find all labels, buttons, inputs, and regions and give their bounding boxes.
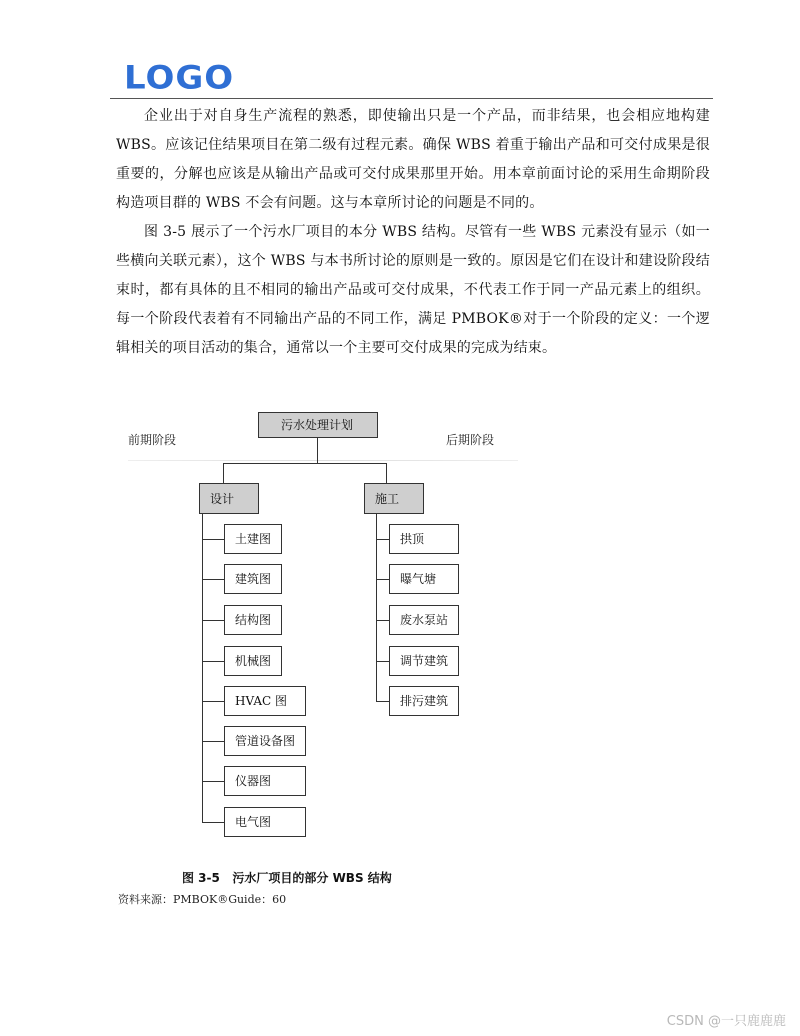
header-rule [110,98,713,99]
wbs-leaf-design: 结构图 [224,605,282,635]
connector [202,661,224,662]
paragraph-1: 企业出于对自身生产流程的熟悉，即使输出只是一个产品，而非结果，也会相应地构建 WBS。应该记住结果项目在第二级有过程元素。确保 WBS 着重于输出产品和可交付成果是很重要的，分解也应该是从输出产品或可交付成果那里开始。用本章前面讨论的采用生命期阶段构造项目群的 WBS 不会有问题。这与本章所讨论的问题是不同的。 [116,108,710,211]
connector [202,539,224,540]
connector [223,463,224,483]
connector [202,620,224,621]
wbs-root-node: 污水处理计划 [258,412,378,438]
figure-source: 资料来源：PMBOK®Guide：60 [118,893,287,906]
connector [376,539,389,540]
connector [202,781,224,782]
figure-caption: 图 3-5 污水厂项目的部分 WBS 结构 [182,871,392,885]
connector [223,463,387,464]
connector [386,463,387,483]
connector [376,701,389,702]
paragraph-2: 图 3-5 展示了一个污水厂项目的本分 WBS 结构。尽管有一些 WBS 元素没有显示（如一些横向关联元素），这个 WBS 与本书所讨论的原则是一致的。原因是它们在设计和建设阶段结束时，都有具体的且不相同的输出产品或可交付成果，不代表工作于同一产品元素上的组织。每一个阶段代表着有不同输出产品的不同工作，满足 PMBOK®对于一个阶段的定义：一个逻辑相关的项目活动的集合，通常以一个主要可交付成果的完成为结束。 [116,224,710,356]
wbs-leaf-design: 建筑图 [224,564,282,594]
connector [202,822,224,823]
connector [202,514,203,823]
connector [317,438,318,463]
wbs-leaf-design: 土建图 [224,524,282,554]
connector [376,620,389,621]
wbs-leaf-construction: 废水泵站 [389,605,459,635]
wbs-leaf-design: 机械图 [224,646,282,676]
phase-divider [128,460,518,461]
wbs-leaf-construction: 调节建筑 [389,646,459,676]
wbs-branch-construction: 施工 [364,483,424,514]
logo: LOGO [124,59,235,97]
watermark: CSDN @一只鹿鹿鹿 [666,1014,786,1029]
wbs-leaf-design: HVAC 图 [224,686,306,716]
connector [376,661,389,662]
left-phase-label: 前期阶段 [128,433,177,447]
right-phase-label: 后期阶段 [446,433,495,447]
connector [202,701,224,702]
wbs-leaf-design: 管道设备图 [224,726,306,756]
connector [376,514,377,702]
wbs-leaf-construction: 拱顶 [389,524,459,554]
wbs-branch-design: 设计 [199,483,259,514]
connector [202,579,224,580]
wbs-leaf-design: 仪器图 [224,766,306,796]
connector [376,579,389,580]
wbs-leaf-construction: 曝气塘 [389,564,459,594]
wbs-leaf-construction: 排污建筑 [389,686,459,716]
connector [202,741,224,742]
wbs-leaf-design: 电气图 [224,807,306,837]
